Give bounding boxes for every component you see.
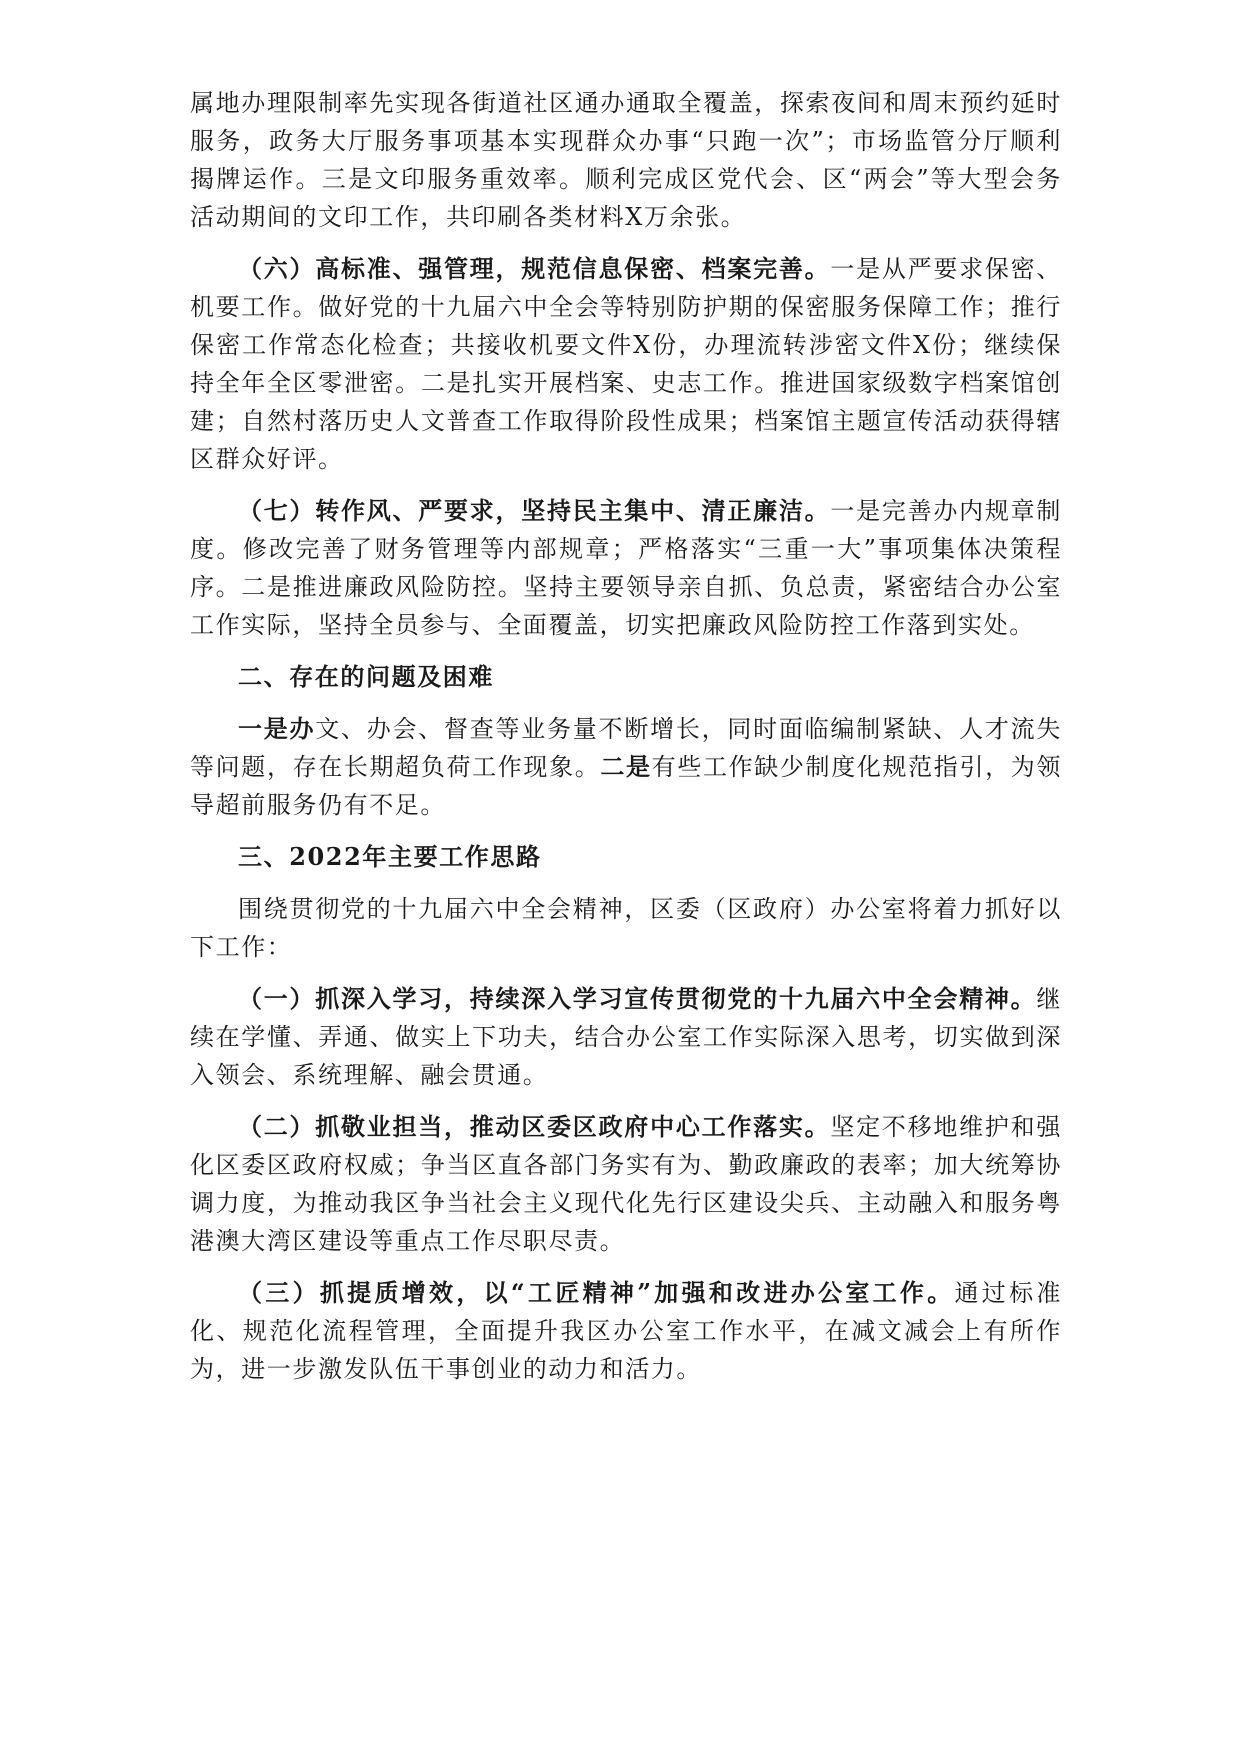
heading-problems: 二、存在的问题及困难 — [238, 662, 494, 691]
problems-lead-one: 一是办 — [238, 714, 316, 743]
section-six-lead: （六）高标准、强管理，规范信息保密、档案完善。 — [238, 254, 831, 283]
heading-work-plan: 三、2022年主要工作思路 — [238, 842, 542, 871]
paragraph-text: 属地办理限制率先实现各街道社区通办通取全覆盖，探索夜间和周末预约延时服务，政务大厅服务事项基本实现群众办事“只跑一次”；市场监管分厅顺利揭牌运作。三是文印服务重效率。顺利完成区党代会、区“两会”等大型会务活动期间的文印工作，共印刷各类材料X万余张。 — [190, 89, 1062, 231]
section-seven-lead: （七）转作风、严要求，坚持民主集中、清正廉洁。 — [238, 496, 831, 525]
problems-body-one: 文、办会、督查等业务量不断增长，同时面临编制紧缺、人才流失等问题，存在长期超负荷工作现象。 — [190, 715, 1062, 781]
work-item-one-body: 继续在学懂、弄通、做实上下功夫，结合办公室工作实际深入思考，切实做到深入领会、系统理解、融会贯通。 — [190, 985, 1062, 1089]
work-item-two-lead: （二）抓敬业担当，推动区委区政府中心工作落实。 — [238, 1112, 831, 1141]
document-page — [190, 84, 1062, 1402]
work-item-one-lead: （一）抓深入学习，持续深入学习宣传贯彻党的十九届六中全会精神。 — [238, 984, 1037, 1013]
section-six-paragraph — [190, 250, 1062, 478]
work-item-one — [190, 980, 1062, 1094]
problems-paragraph — [190, 710, 1062, 824]
intro-paragraph: 围绕贯彻党的十九届六中全会精神，区委（区政府）办公室将着力抓好以下工作： — [190, 895, 1062, 961]
problems-lead-two: 二是 — [600, 752, 652, 781]
work-item-three-lead: （三）抓提质增效，以“工匠精神”加强和改进办公室工作。 — [238, 1278, 955, 1307]
section-six-body: 一是从严要求保密、机要工作。做好党的十九届六中全会等特别防护期的保密服务保障工作；推行保密工作常态化检查；共接收机要文件X份，办理流转涉密文件X份；继续保持全年全区零泄密。二是扎实开展档案、史志工作。推进国家级数字档案馆创建；自然村落历史人文普查工作取得阶段性成果；档案馆主题宣传活动获得辖区群众好评。 — [190, 255, 1062, 473]
work-item-three-body: 通过标准化、规范化流程管理，全面提升我区办公室工作水平，在减文减会上有所作为，进一步激发队伍干事创业的动力和活力。 — [190, 1279, 1062, 1383]
section-seven-body: 一是完善办内规章制度。修改完善了财务管理等内部规章；严格落实“三重一大”事项集体决策程序。二是推进廉政风险防控。坚持主要领导亲自抓、负总责，紧密结合办公室工作实际，坚持全员参与、全面覆盖，切实把廉政风险防控工作落到实处。 — [190, 497, 1062, 639]
continued-paragraph — [190, 84, 1062, 236]
work-item-two — [190, 1108, 1062, 1260]
section-seven-paragraph — [190, 492, 1062, 644]
work-item-two-body: 坚定不移地维护和强化区委区政府权威；争当区直各部门务实有为、勤政廉政的表率；加大统筹协调力度，为推动我区争当社会主义现代化先行区建设尖兵、主动融入和服务粤港澳大湾区建设等重点工作尽职尽责。 — [190, 1113, 1062, 1255]
problems-body-two: 有些工作缺少制度化规范指引，为领导超前服务仍有不足。 — [190, 753, 1062, 819]
work-item-three — [190, 1274, 1062, 1388]
